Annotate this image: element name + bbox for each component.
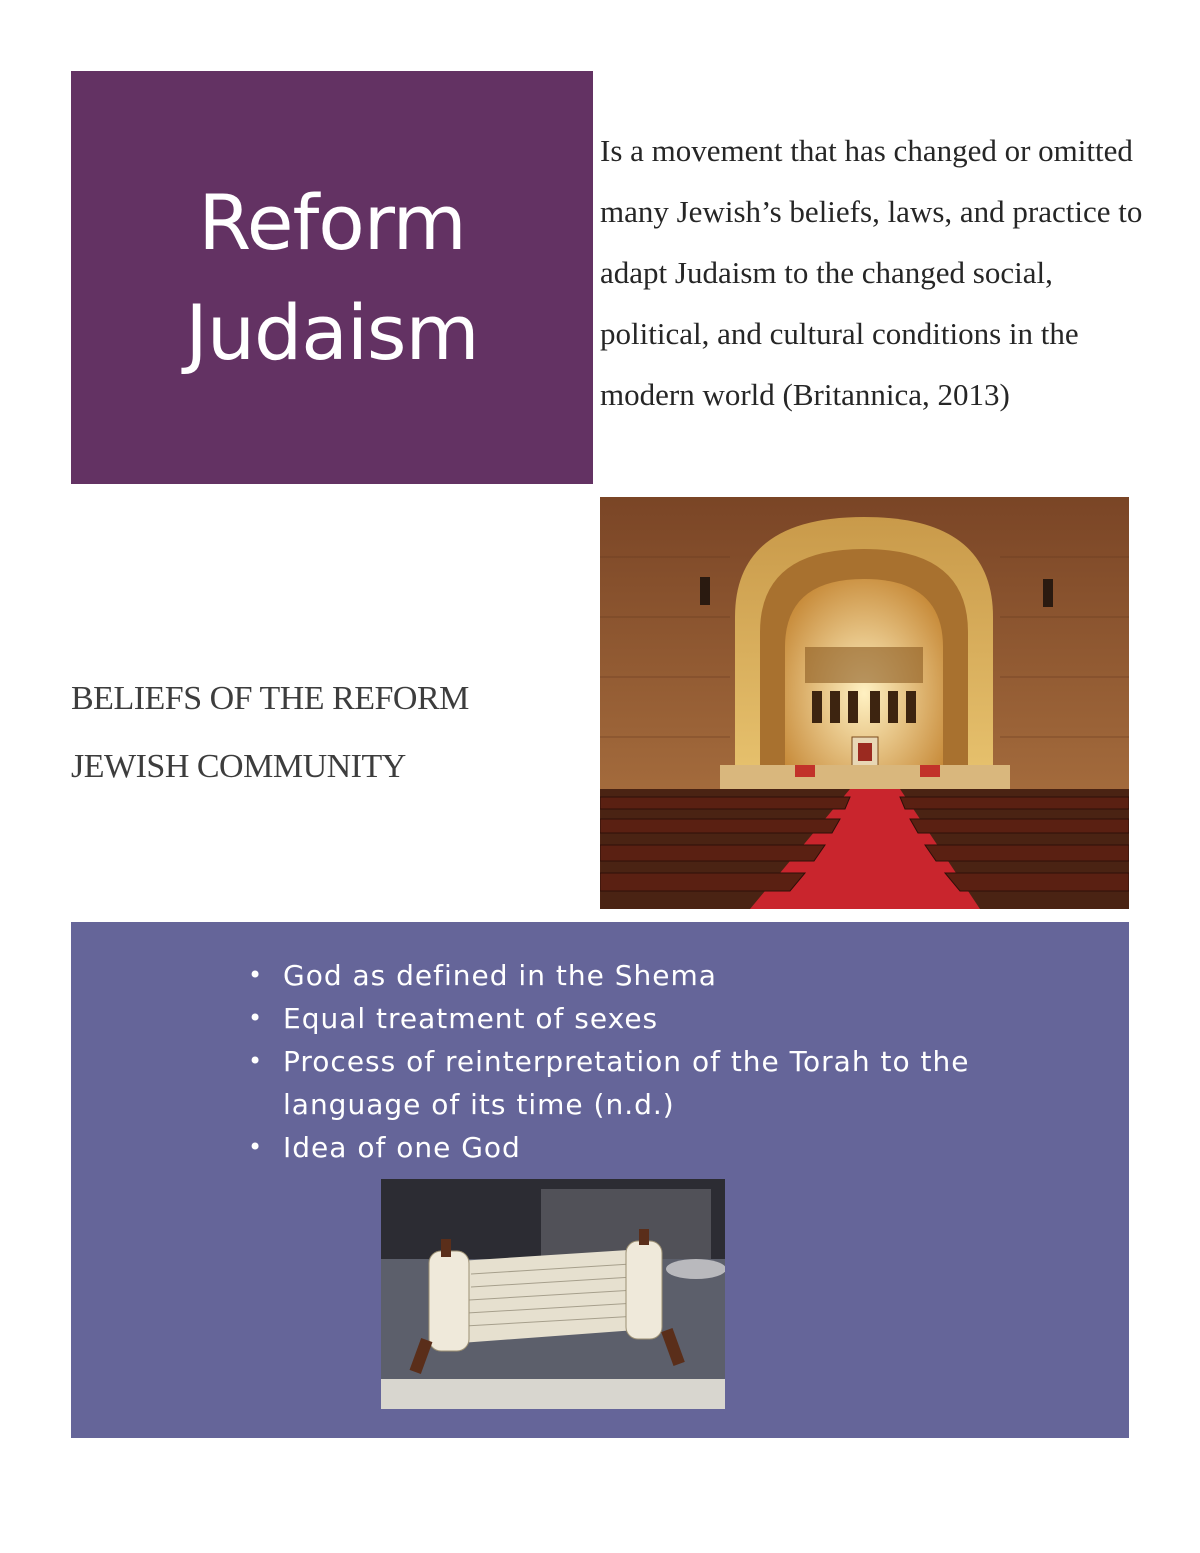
belief-text: Equal treatment of sexes bbox=[283, 1002, 659, 1035]
title-line-1: Reform bbox=[198, 177, 466, 267]
synagogue-interior-image bbox=[600, 497, 1129, 909]
list-item bbox=[246, 997, 1066, 1040]
beliefs-list bbox=[246, 954, 1066, 1169]
belief-text: Process of reinterpretation of the Torah to the language of its time (n.d.) bbox=[283, 1045, 970, 1121]
torah-scroll-image bbox=[381, 1179, 725, 1409]
subheading-line-1: BELIEFS OF THE REFORM bbox=[71, 680, 469, 717]
list-item bbox=[246, 1126, 1066, 1169]
list-item bbox=[246, 1040, 1066, 1126]
bullet-icon: • bbox=[248, 1133, 264, 1161]
belief-text: God as defined in the Shema bbox=[283, 959, 717, 992]
title-block bbox=[71, 71, 593, 484]
subheading-line-2: JEWISH COMMUNITY bbox=[71, 748, 406, 785]
bullet-icon: • bbox=[248, 1004, 264, 1032]
bullet-icon: • bbox=[248, 1047, 264, 1075]
bullet-icon: • bbox=[248, 961, 264, 989]
beliefs-subheading bbox=[71, 665, 591, 801]
title-line-2: Judaism bbox=[185, 287, 479, 377]
belief-text: Idea of one God bbox=[283, 1131, 521, 1164]
definition-text: Is a movement that has changed or omitted many Jewish’s beliefs, laws, and practice to adapt Judaism to the changed social, political, and cultural conditions in the modern world (Britannica, 2013) bbox=[600, 133, 1143, 412]
list-item bbox=[246, 954, 1066, 997]
